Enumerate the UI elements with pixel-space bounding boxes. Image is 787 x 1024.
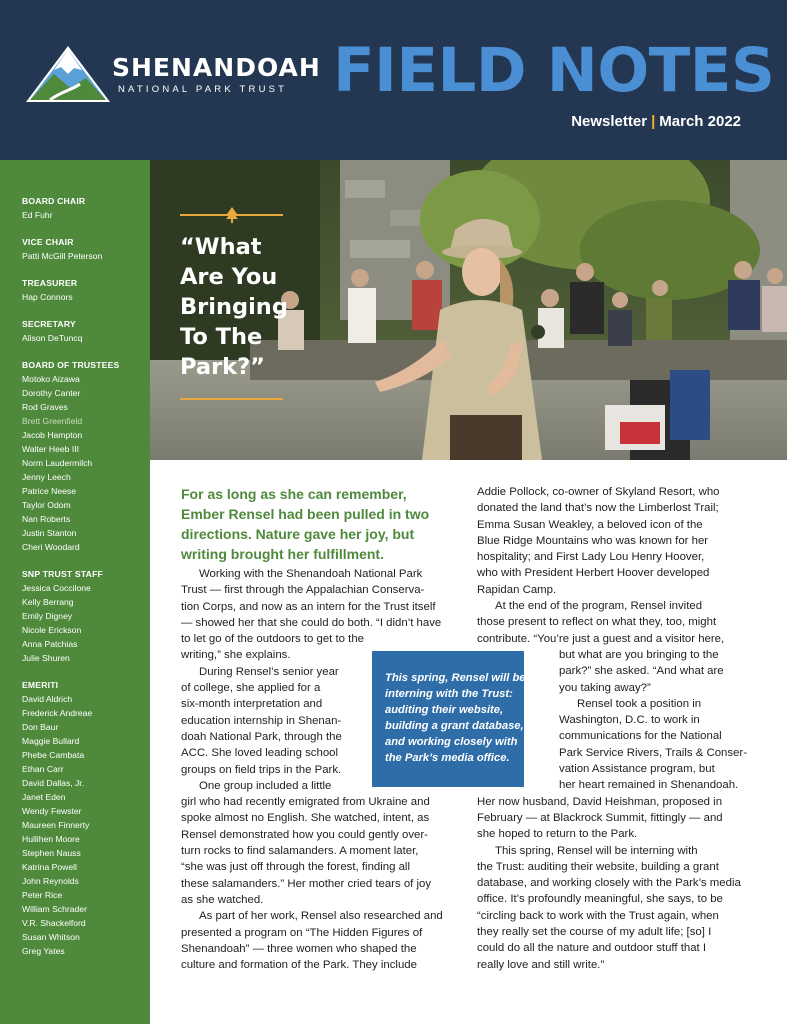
article-text-line: presented a program on “The Hidden Figures of	[181, 926, 423, 939]
roster-name: Don Baur	[22, 722, 59, 732]
roster-name: Patti McGill Peterson	[22, 251, 103, 261]
roster-name: Justin Stanton	[22, 528, 77, 538]
headline-line: Bringing	[180, 294, 288, 320]
article-text-line: could do all the nature and outdoor stuff that I	[477, 942, 707, 955]
roster-name: Jacob Hampton	[22, 430, 83, 440]
article-text-line: Emma Susan Weakley, a beloved icon of the	[477, 518, 703, 531]
roster-name: Patrice Neese	[22, 486, 76, 496]
pull-quote-text	[385, 670, 526, 766]
roster-name: Ethan Carr	[22, 764, 64, 774]
roster-heading: SECRETARY	[22, 319, 76, 329]
roster-name: Rod Graves	[22, 402, 68, 412]
article-text-line: writing,” she explains.	[181, 649, 291, 662]
article-text-line: girl who had recently emigrated from Ukraine and	[181, 796, 430, 809]
pull-quote-line: and working closely with	[385, 736, 518, 748]
pull-quote-line: auditing their website,	[385, 704, 504, 716]
roster-name: V.R. Shackelford	[22, 918, 86, 928]
article-headline	[180, 232, 330, 382]
article-text-line: This spring, Rensel will be interning with	[495, 844, 698, 857]
article-text-line: Working with the Shenandoah National Park	[199, 568, 423, 580]
brand-name: SHENANDOAH	[112, 53, 321, 82]
mountain-logo-icon	[24, 44, 112, 106]
roster-name: Anna Patchias	[22, 639, 78, 649]
article-text-line: Blue Ridge Mountains who was known for her	[477, 534, 709, 547]
roster-name: Motoko Aizawa	[22, 374, 80, 384]
roster-name: Alison DeTuncq	[22, 333, 83, 343]
article-text-line: six-month interpretation and	[181, 698, 323, 711]
hero-title-rule-top	[180, 214, 283, 216]
roster-name: Hap Connors	[22, 292, 73, 302]
article-text-line: “she was just off through the forest, finding all	[181, 861, 410, 874]
article-text-line: Washington, D.C. to work in	[559, 714, 700, 727]
pull-quote-line: building a grant database,	[385, 720, 524, 732]
roster-name: Julie Shuren	[22, 653, 70, 663]
article-text-line: — showed her that she could do both. “I didn’t have	[181, 616, 442, 629]
article-text-line: they really set the course of my adult life; [so] I	[477, 926, 712, 939]
article-text-line: vation Assistance program, but	[559, 763, 715, 776]
article-text-line: “circling back to work with the Trust again, when	[477, 909, 719, 922]
article-text-line: One group included a little	[199, 779, 332, 792]
article-text-line: hospitality; and First Lady Lou Henry Hoover,	[477, 551, 705, 564]
article-text-line: doah National Park, through the	[181, 730, 342, 743]
roster-group	[22, 317, 148, 345]
article-text-line: education internship in Shenan-	[181, 714, 342, 727]
roster-name: Emily Digney	[22, 611, 73, 621]
roster-name: Phebe Cambata	[22, 750, 85, 760]
article-text-line: spoke almost no English. She watched, intent, as	[181, 812, 430, 825]
roster-name: Dorothy Canter	[22, 388, 81, 398]
article-text-line: Her now husband, David Heishman, proposed in	[477, 795, 723, 808]
roster-name: Hullihen Moore	[22, 834, 80, 844]
article-text-line: Addie Pollock, co-owner of Skyland Resort, who	[477, 486, 720, 498]
article-text-line: communications for the National	[559, 730, 722, 743]
pull-quote-line: This spring, Rensel will be	[385, 672, 526, 684]
headline-line: Are You	[180, 264, 278, 290]
roster-name: Jessica Coccilone	[22, 583, 91, 593]
article-text-line: she hoped to return to the Park.	[477, 828, 638, 841]
roster-heading: VICE CHAIR	[22, 237, 74, 247]
article-text-line: As part of her work, Rensel also researched and	[199, 910, 443, 923]
article-text-line: At the end of the program, Rensel invited	[495, 600, 703, 613]
newsletter-title: FIELD NOTES	[333, 35, 775, 106]
article-text-line: During Rensel’s senior year	[199, 665, 339, 678]
roster-name: Greg Yates	[22, 946, 65, 956]
headline-line: “What	[180, 234, 262, 260]
hero-title-rule-bottom	[180, 398, 283, 400]
roster-name: Taylor Odom	[22, 500, 71, 510]
pull-quote-line: the Park’s media office.	[385, 752, 510, 764]
article-text-line: database, and working closely with the Park’s media	[477, 877, 741, 890]
issue-line	[571, 112, 741, 132]
issue-date: March 2022	[659, 113, 741, 130]
roster-name: John Reynolds	[22, 876, 79, 886]
article-text-line: office. It’s profoundly meaningful, she says, to be	[477, 893, 723, 906]
headline-line: To The	[180, 324, 263, 350]
roster-name: Frederick Andreae	[22, 708, 93, 718]
roster-group	[22, 276, 148, 304]
roster-heading: TREASURER	[22, 278, 78, 288]
brand-subtitle: NATIONAL PARK TRUST	[118, 84, 288, 95]
roster-heading: BOARD OF TRUSTEES	[22, 360, 120, 370]
roster-group	[22, 194, 148, 222]
article-text-line: those present to reflect on what they, too, might	[477, 616, 717, 629]
article-text-line: the Trust: auditing their website, building a grant	[477, 860, 719, 873]
roster-group	[22, 235, 148, 263]
article-text-line: turn rocks to find salamanders. A moment later,	[181, 845, 419, 858]
article-text-line: park?” she asked. “And what are	[559, 665, 724, 678]
roster-name: Cheri Woodard	[22, 542, 80, 552]
pull-quote-line: interning with the Trust:	[385, 688, 513, 700]
article-text-line: contribute. “You’re just a guest and a visitor here,	[477, 632, 725, 645]
roster-name: William Schrader	[22, 904, 87, 914]
article-text-line: Rensel demonstrated how you could gently over-	[181, 828, 428, 841]
roster-name: Wendy Fewster	[22, 806, 82, 816]
article-text-line: ACC. She loved leading school	[181, 747, 339, 760]
roster-name: David Dallas, Jr.	[22, 778, 85, 788]
article-text-line: Rensel took a position in	[577, 697, 702, 710]
roster-name: Janet Eden	[22, 792, 66, 802]
roster-heading: SNP TRUST STAFF	[22, 569, 103, 579]
issue-label: Newsletter	[571, 113, 648, 130]
article-text-line: her heart remained in Shenandoah.	[559, 779, 739, 792]
article-lede: For as long as she can remember, Ember Rensel had been pulled in two directions. Nature gave her joy, but writing brought her fulfillment.	[181, 486, 430, 562]
article-text-line: Trust — first through the Appalachian Conserva-	[181, 584, 425, 597]
headline-line: Park?”	[180, 354, 265, 380]
article-text-line: these salamanders.” Her mother cried tears of joy	[181, 877, 432, 890]
roster-name: Peter Rice	[22, 890, 63, 900]
roster-name: Norm Laudermilch	[22, 458, 93, 468]
board-sidebar	[0, 160, 150, 1024]
roster-name: Kelly Berrang	[22, 597, 74, 607]
article-text-line: February — at Blackrock Summit, fittingly — and	[477, 811, 723, 824]
article-text-line: groups on field trips in the Park.	[181, 763, 342, 776]
article-text-line: culture and formation of the Park. They include	[181, 959, 417, 972]
article-text-line: but what are you bringing to the	[559, 648, 719, 661]
roster-name: Walter Heeb III	[22, 444, 79, 454]
roster-name: Katrina Powell	[22, 862, 77, 872]
roster-name: Ed Fuhr	[22, 210, 53, 220]
article-text-line: Shenandoah” — three women who shaped the	[181, 942, 417, 955]
article-text-line: of college, she applied for a	[181, 682, 321, 695]
roster-name: Brett Greenfield	[22, 416, 83, 426]
article-text-line: to let go of the outdoors to get to the	[181, 633, 365, 646]
article-text-line: Park Service Rivers, Trails & Conser-	[559, 746, 747, 759]
article-text-line: who with President Herbert Hoover developed	[477, 567, 710, 580]
roster-name: Maureen Finnerty	[22, 820, 90, 830]
roster-name: Susan Whitson	[22, 932, 80, 942]
roster-name: Stephen Nauss	[22, 848, 81, 858]
roster-name: David Aldrich	[22, 694, 73, 704]
board-roster	[22, 194, 148, 971]
roster-heading: BOARD CHAIR	[22, 196, 86, 206]
roster-group	[22, 678, 148, 958]
article-text-line: as she watched.	[181, 893, 264, 906]
article-text-line: donated the land that’s now the Limberlost Trail;	[477, 502, 719, 515]
article-text-line: Rapidan Camp.	[477, 583, 557, 596]
issue-separator: |	[651, 113, 656, 130]
article-text-line: really love and still write.”	[477, 958, 605, 971]
roster-heading: EMERITI	[22, 680, 59, 690]
roster-name: Nan Roberts	[22, 514, 71, 524]
article-text-line: tion Corps, and now as an intern for the Trust itself	[181, 600, 436, 613]
roster-name: Jenny Leech	[22, 472, 71, 482]
roster-name: Nicole Erickson	[22, 625, 82, 635]
roster-name: Maggie Bullard	[22, 736, 80, 746]
roster-group	[22, 567, 148, 665]
roster-group	[22, 358, 148, 554]
article-text-line: you taking away?”	[559, 681, 651, 694]
